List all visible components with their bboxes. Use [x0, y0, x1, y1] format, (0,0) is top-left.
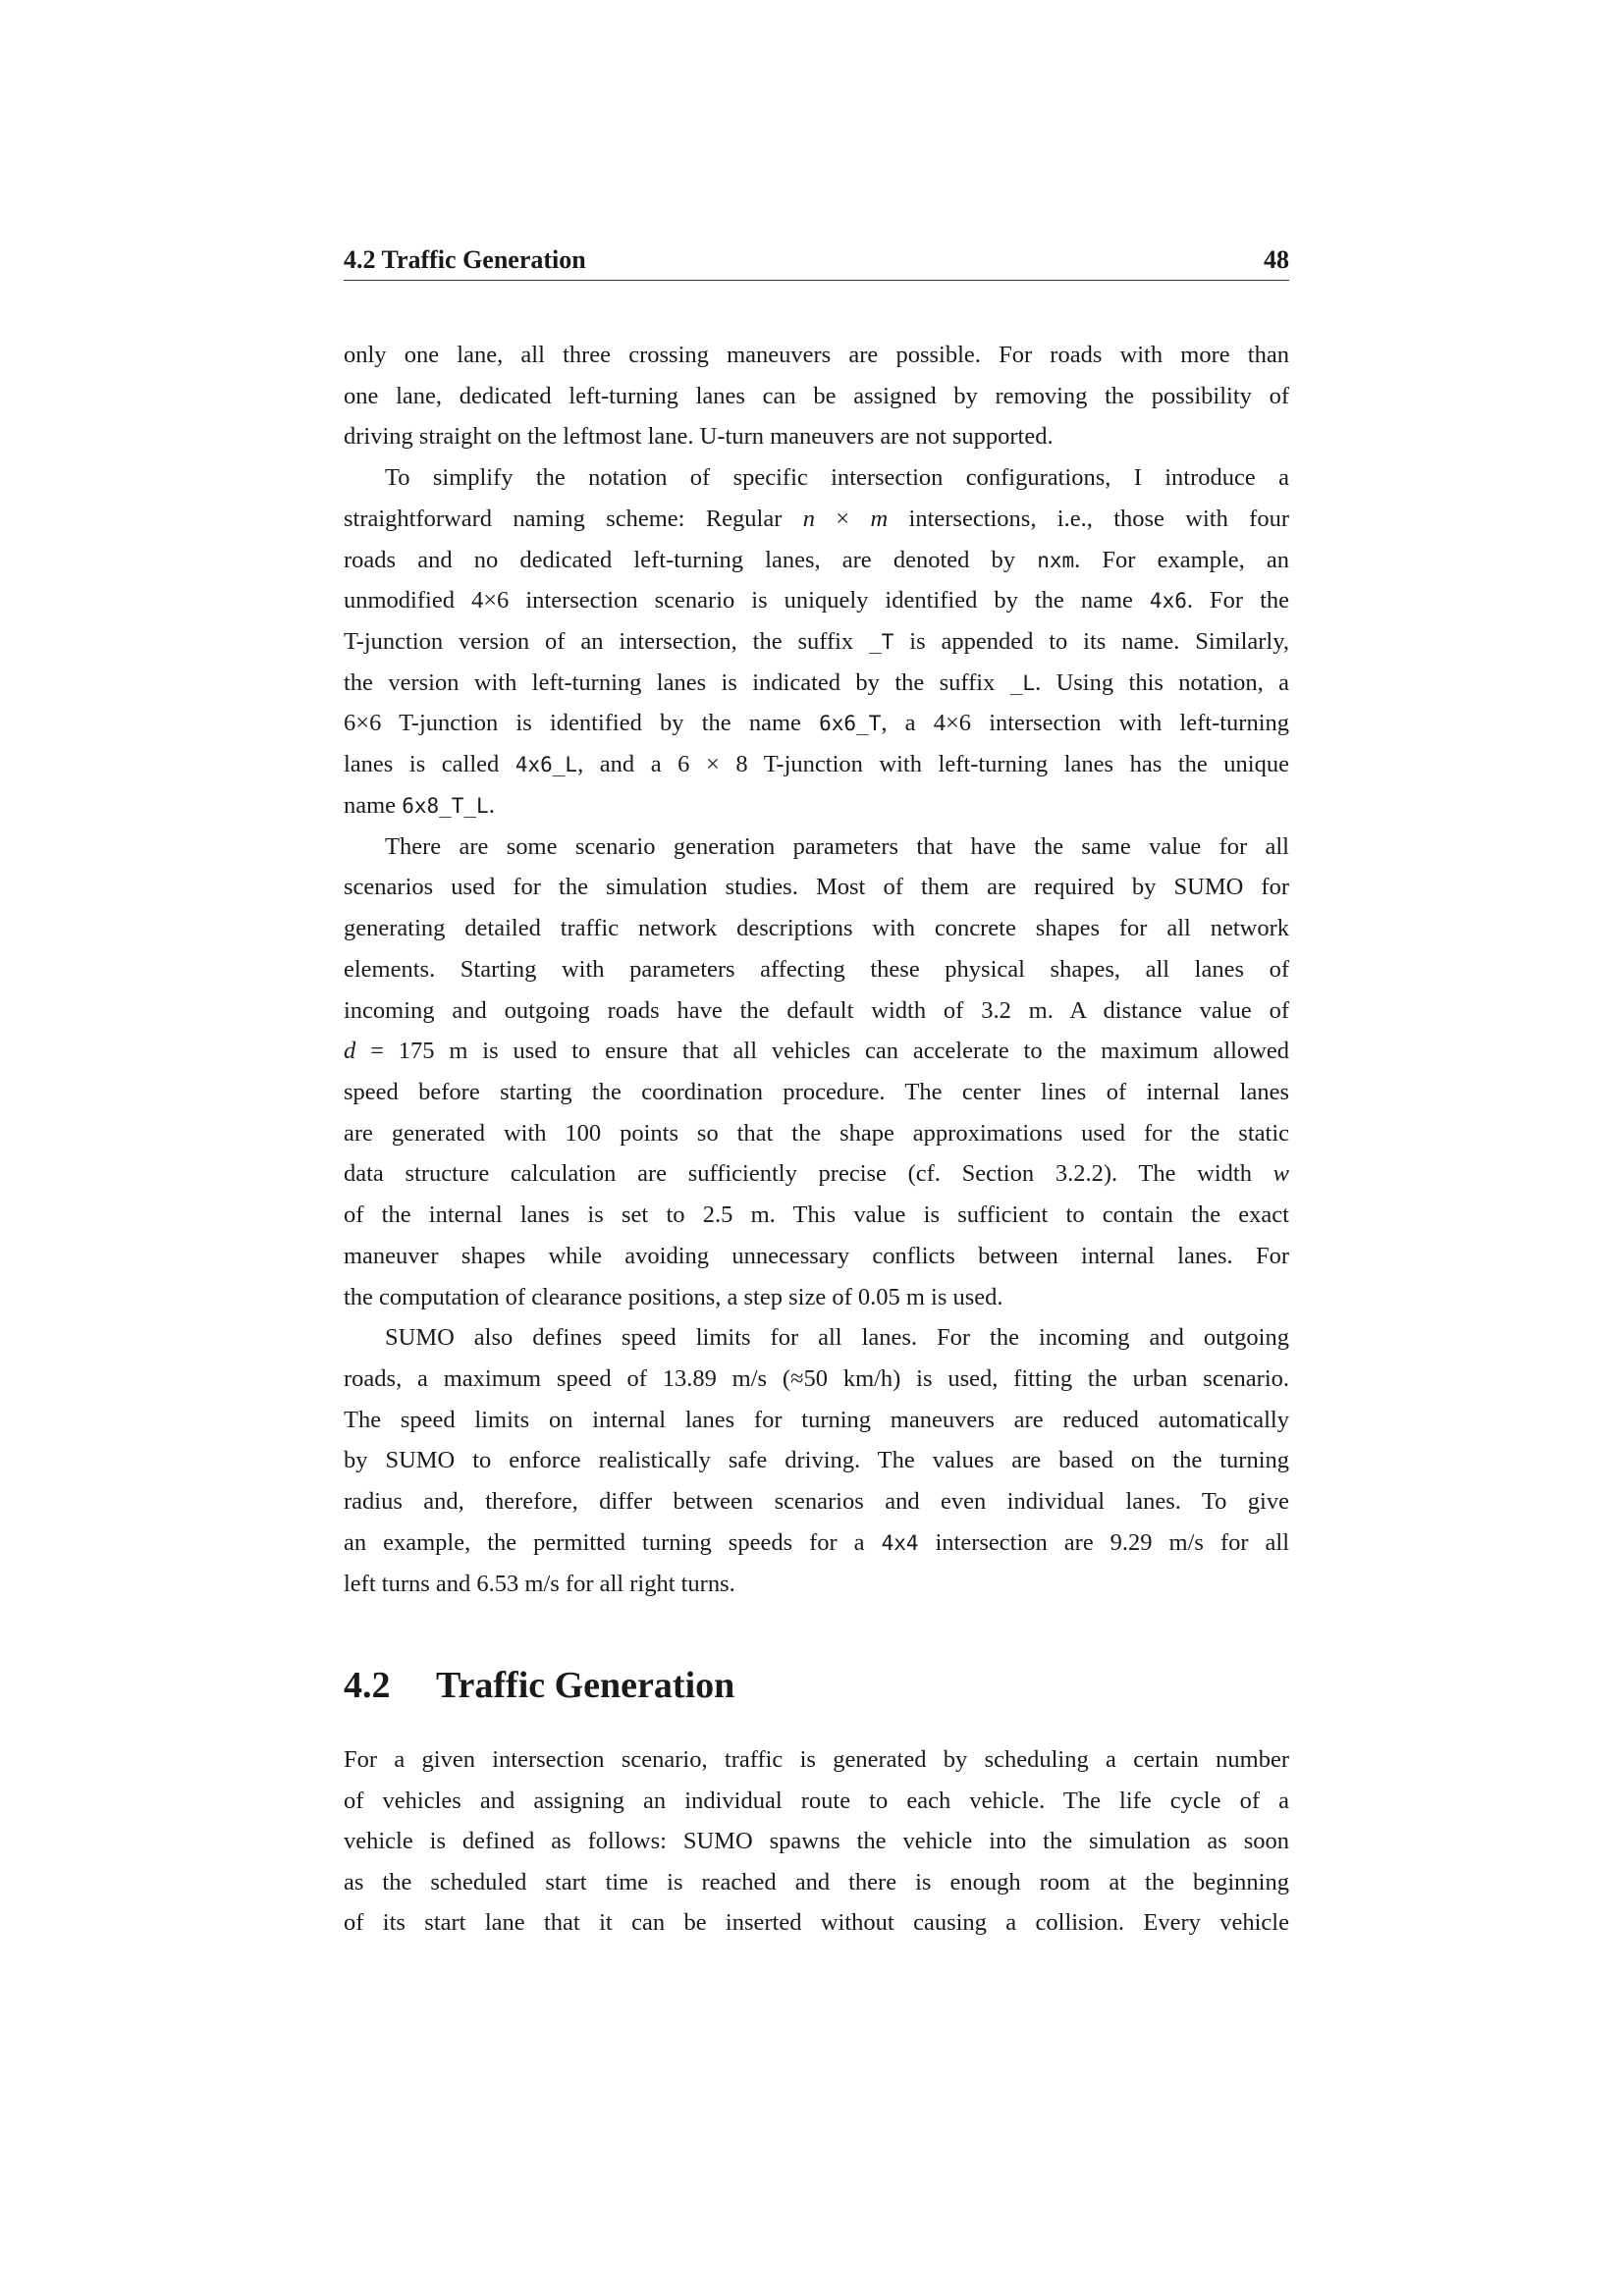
- text-line: [344, 949, 1289, 990]
- text-run: . Using this notation, a: [1035, 668, 1289, 696]
- text-line: [344, 1902, 1289, 1944]
- text-line: [344, 744, 1289, 785]
- inline-code: 4x4: [881, 1530, 919, 1555]
- math-variable: n: [802, 505, 815, 532]
- text-run: intersection are 9.29 m/s for all: [918, 1528, 1290, 1556]
- text-run: one lane, dedicated left-turning lanes can be assigned by removing the possibility of: [344, 382, 1289, 409]
- text-run: . For example, an: [1074, 546, 1289, 573]
- text-line: [344, 1031, 1289, 1072]
- section-number: 4.2: [344, 1665, 391, 1706]
- text-line: [344, 1564, 1289, 1605]
- text-line: [344, 416, 1289, 457]
- text-run: of the internal lanes is set to 2.5 m. This value is sufficient to contain the exact: [344, 1201, 1289, 1229]
- section-title: Traffic Generation: [436, 1665, 735, 1706]
- text-run: roads and no dedicated left-turning lanes, are denoted by: [344, 546, 1038, 573]
- text-run: only one lane, all three crossing maneuvers are possible. For roads with more than: [344, 342, 1289, 368]
- text-line: [344, 376, 1289, 417]
- inline-code: _T: [869, 630, 894, 655]
- text-line: [344, 1781, 1289, 1822]
- text-line: [344, 1072, 1289, 1113]
- text-line: [344, 663, 1289, 704]
- text-line: [344, 1113, 1289, 1154]
- math-variable: d: [344, 1038, 356, 1065]
- inline-code: _L: [1009, 670, 1036, 695]
- text-run: by SUMO to enforce realistically safe driving. The values are based on the turning: [344, 1447, 1289, 1474]
- header-rule: [344, 280, 1289, 281]
- text-line: [344, 1153, 1289, 1195]
- text-run: vehicle is defined as follows: SUMO spawns the vehicle into the simulation as soon: [344, 1828, 1289, 1855]
- text-line: [344, 1821, 1289, 1862]
- page-number: 48: [1264, 245, 1289, 274]
- text-run: generating detailed traffic network descriptions with concrete shapes for all network: [344, 915, 1289, 942]
- text-line: [344, 1277, 1289, 1318]
- text-run: straightforward naming scheme: Regular: [344, 505, 803, 532]
- text-run: , a 4×6 intersection with left-turning: [881, 710, 1290, 737]
- text-line: [344, 785, 1289, 827]
- text-run: left turns and 6.53 m/s for all right turns.: [344, 1570, 735, 1597]
- text-run: name: [344, 791, 403, 819]
- inline-code: 4x6_L: [514, 753, 578, 777]
- text-run: speed before starting the coordination procedure. The center lines of internal lanes: [344, 1078, 1289, 1105]
- text-line: [344, 540, 1289, 581]
- text-line: [344, 457, 1289, 499]
- text-line: [344, 1400, 1289, 1441]
- text-run: There are some scenario generation parameters that have the same value for all: [385, 832, 1289, 860]
- text-run: scenarios used for the simulation studies. Most of them are required by SUMO for: [344, 874, 1289, 901]
- text-line: [344, 1862, 1289, 1903]
- inline-code: nxm: [1037, 548, 1075, 572]
- inline-code: 6x6_T: [819, 712, 882, 736]
- text-run: the computation of clearance positions, a step size of 0.05 m is used.: [344, 1283, 1003, 1310]
- text-line: [344, 1317, 1289, 1359]
- text-line: [344, 1195, 1289, 1236]
- inline-code: 4x6: [1149, 589, 1187, 614]
- text-run: maneuver shapes while avoiding unnecessary conflicts between internal lanes. For: [344, 1242, 1289, 1269]
- body-text-upper: [344, 335, 1289, 1604]
- text-run: lanes is called: [344, 751, 515, 778]
- text-run: data structure calculation are sufficiently precise (cf. Section 3.2.2). The width: [344, 1160, 1273, 1188]
- text-run: T-junction version of an intersection, the suffix: [344, 628, 870, 656]
- running-header-title: 4.2 Traffic Generation: [344, 245, 586, 274]
- text-run: .: [488, 791, 495, 819]
- text-line: [344, 499, 1289, 540]
- text-line: [344, 827, 1289, 868]
- text-line: [344, 335, 1289, 376]
- text-run: = 175 m is used to ensure that all vehicles can accelerate to the maximum allowed: [355, 1038, 1289, 1065]
- body-text-lower: [344, 1739, 1289, 1944]
- text-run: The speed limits on internal lanes for turning maneuvers are reduced automatically: [344, 1406, 1289, 1433]
- text-run: is appended to its name. Similarly,: [893, 628, 1289, 656]
- text-run: ×: [814, 505, 871, 532]
- text-line: [344, 1236, 1289, 1277]
- text-line: [344, 990, 1289, 1032]
- text-run: incoming and outgoing roads have the default width of 3.2 m. A distance value of: [344, 996, 1289, 1024]
- text-line: [344, 1359, 1289, 1400]
- text-run: SUMO also defines speed limits for all lanes. For the incoming and outgoing: [385, 1324, 1289, 1352]
- inline-code: 6x8_T_L: [402, 793, 489, 818]
- text-run: radius and, therefore, differ between scenarios and even individual lanes. To give: [344, 1488, 1289, 1516]
- text-run: unmodified 4×6 intersection scenario is uniquely identified by the name: [344, 587, 1150, 614]
- text-run: , and a 6 × 8 T-junction with left-turning lanes has the unique: [577, 751, 1289, 778]
- text-run: of vehicles and assigning an individual route to each vehicle. The life cycle of a: [344, 1787, 1289, 1814]
- text-run: roads, a maximum speed of 13.89 m/s (≈50 km/h) is used, fitting the urban scenario.: [344, 1364, 1289, 1392]
- text-line: [344, 867, 1289, 908]
- text-run: as the scheduled start time is reached and there is enough room at the beginning: [344, 1868, 1289, 1896]
- math-variable: m: [870, 505, 889, 532]
- text-line: [344, 1440, 1289, 1481]
- text-line: [344, 580, 1289, 621]
- text-run: For a given intersection scenario, traffic is generated by scheduling a certain number: [344, 1746, 1289, 1773]
- text-run: elements. Starting with parameters affecting these physical shapes, all lanes of: [344, 955, 1289, 983]
- math-variable: w: [1272, 1160, 1289, 1188]
- text-line: [344, 621, 1289, 663]
- text-line: [344, 908, 1289, 949]
- text-line: [344, 1522, 1289, 1564]
- text-run: intersections, i.e., those with four: [888, 505, 1289, 532]
- text-run: an example, the permitted turning speeds for a: [344, 1528, 882, 1556]
- section-heading: [344, 1663, 734, 1708]
- text-run: are generated with 100 points so that the shape approximations used for the static: [344, 1119, 1289, 1147]
- text-run: the version with left-turning lanes is indicated by the suffix: [344, 668, 1010, 696]
- text-run: driving straight on the leftmost lane. U-turn maneuvers are not supported.: [344, 423, 1054, 451]
- running-header: [344, 243, 1289, 277]
- text-line: [344, 703, 1289, 744]
- text-line: [344, 1481, 1289, 1522]
- text-run: To simplify the notation of specific intersection configurations, I introduce a: [385, 464, 1289, 492]
- text-line: [344, 1739, 1289, 1781]
- text-run: . For the: [1186, 587, 1290, 614]
- text-run: of its start lane that it can be inserted without causing a collision. Every vehicle: [344, 1909, 1289, 1937]
- text-run: 6×6 T-junction is identified by the name: [344, 710, 820, 737]
